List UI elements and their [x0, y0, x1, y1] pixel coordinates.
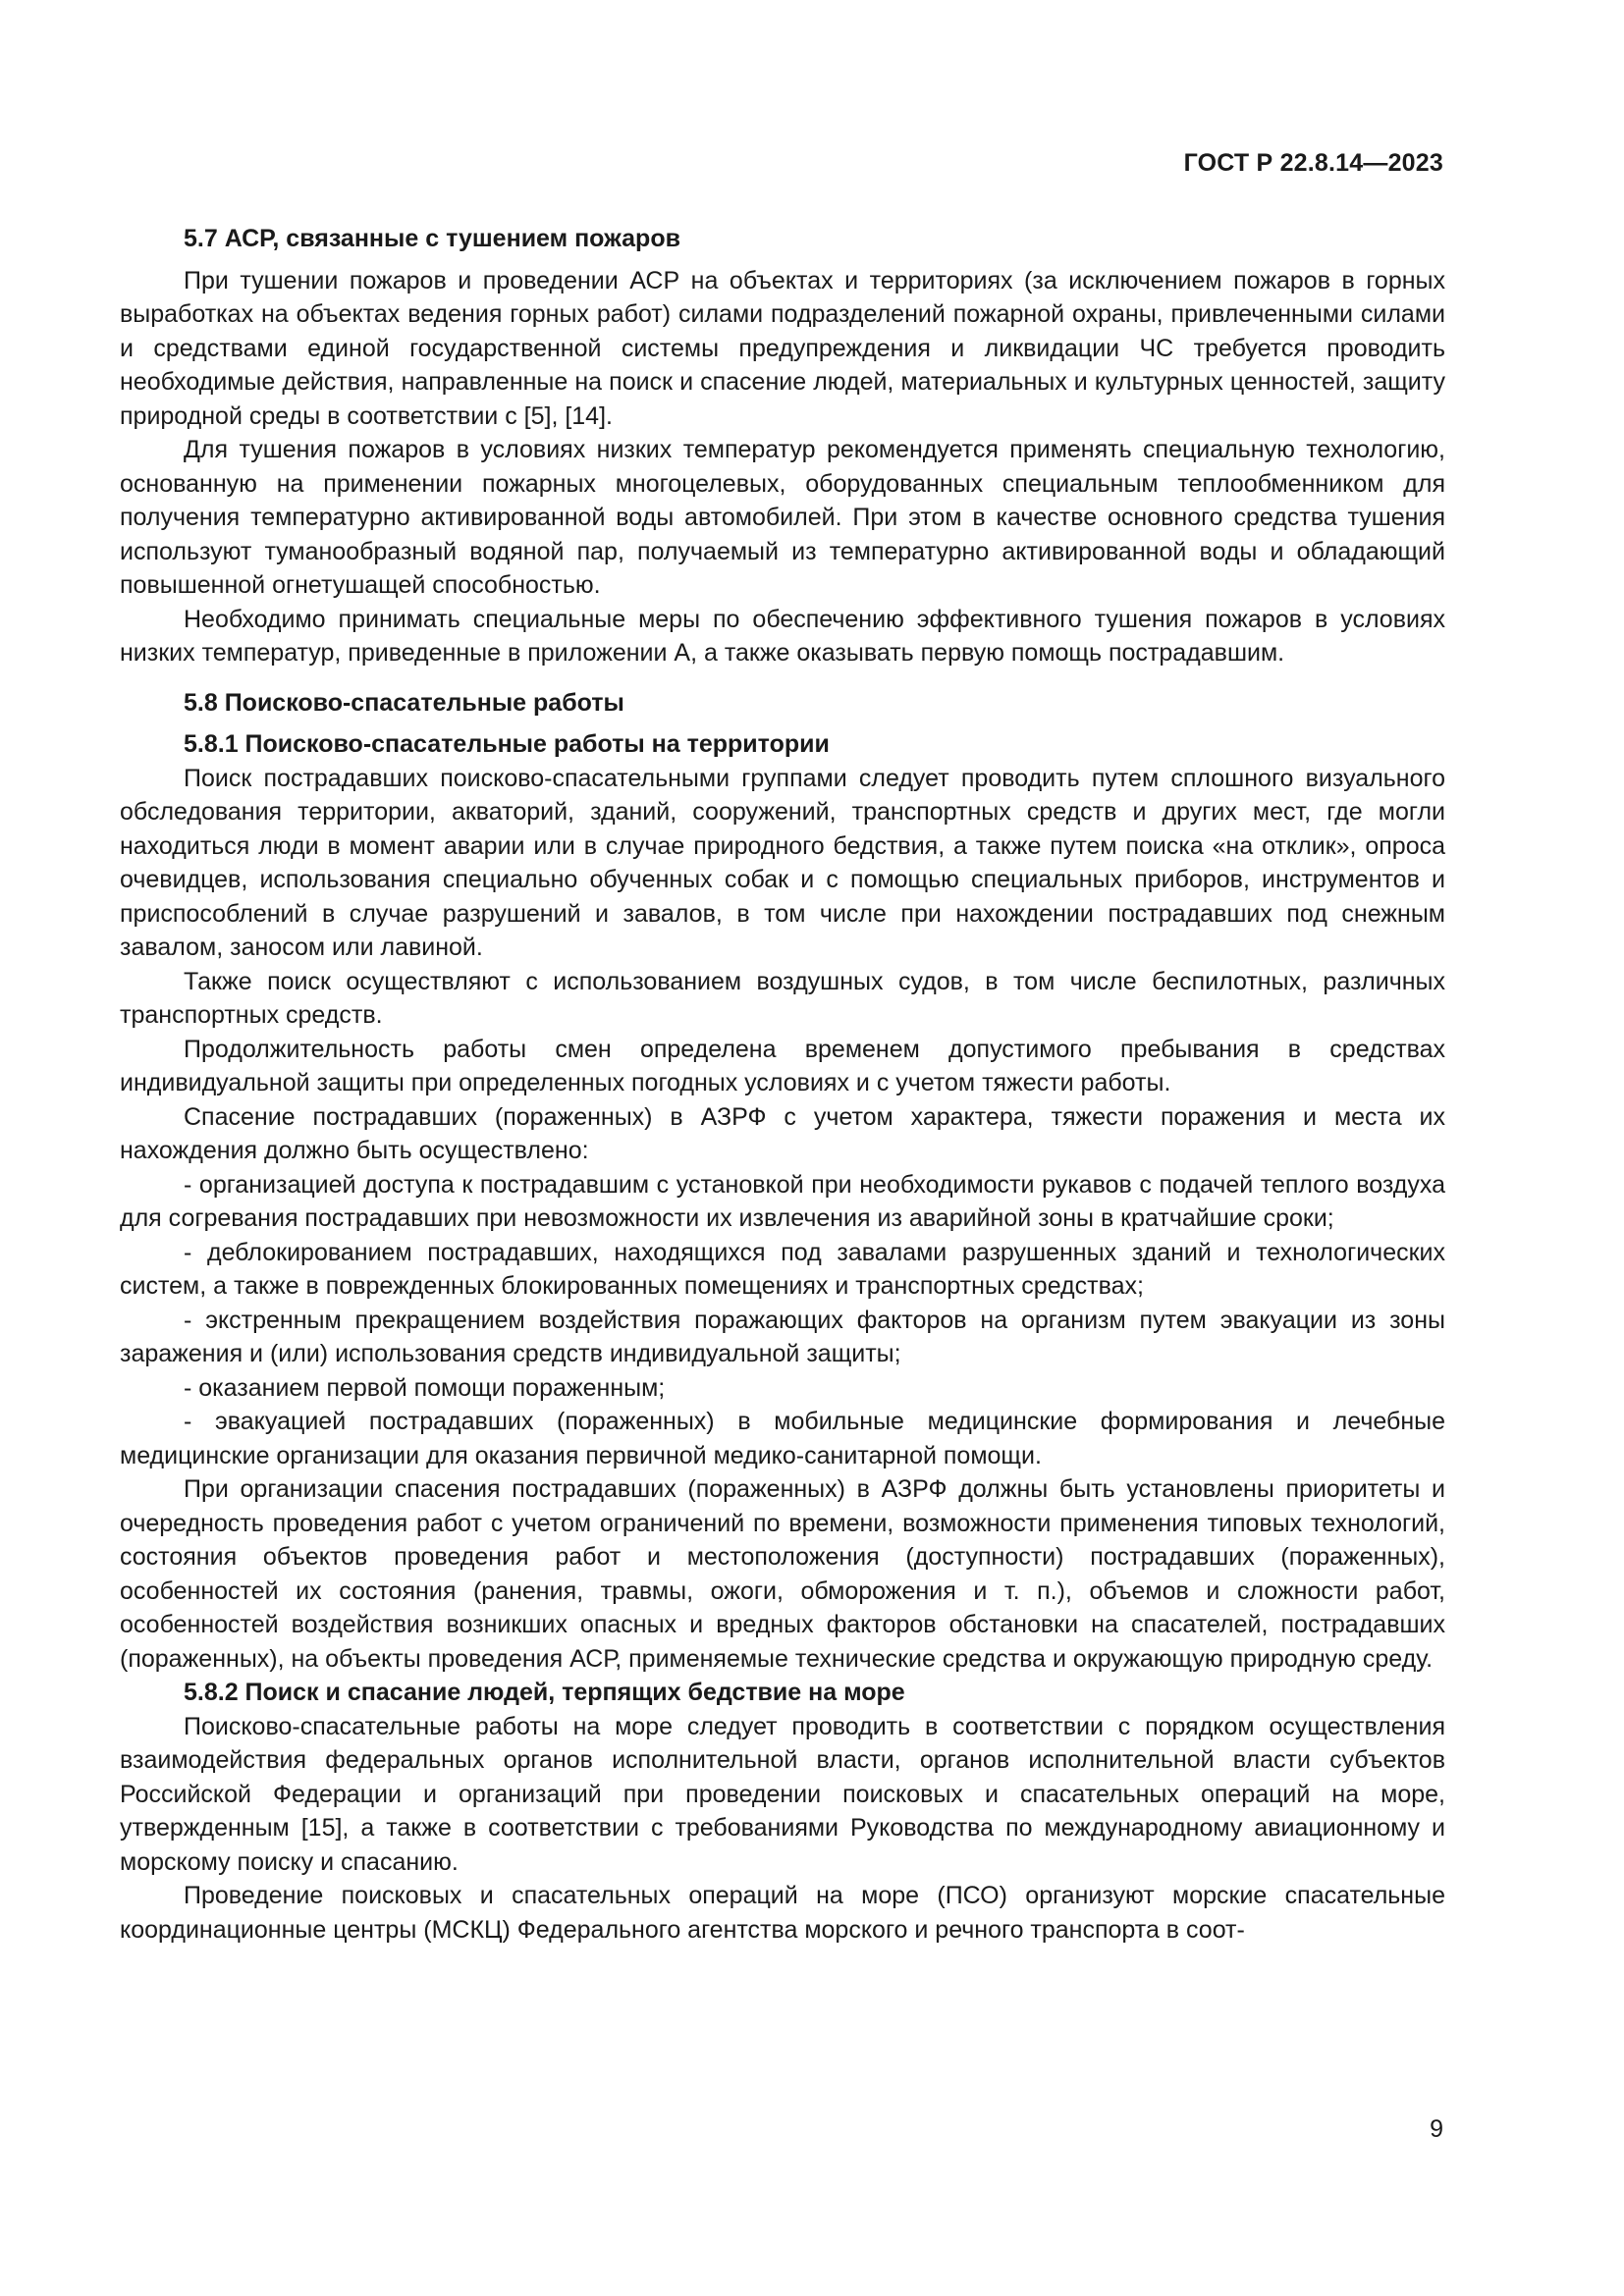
section-heading-5-8-1: 5.8.1 Поисково-спасательные работы на территории	[184, 730, 830, 758]
list-item: - экстренным прекращением воздействия поражающих факторов на организм путем эвакуации из зоны заражения и (или) использования средств индивидуальной защиты;	[120, 1306, 1445, 1367]
page-number: 9	[1430, 2115, 1443, 2143]
document-code: ГОСТ Р 22.8.14—2023	[1183, 149, 1443, 177]
paragraph: Поиск пострадавших поисково-спасательными группами следует проводить путем сплошного визуального обследования территории, акваторий, зданий, сооружений, транспортных средств и других мест, где могли находиться люди в момент аварии или в случае природного бедствия, а также путем поиска «на отклик», опроса очевидцев, использования специально обученных собак и с помощью специальных приборов, инструментов и приспособлений в случае разрушений и завалов, в том числе при нахождении пострадавших под снежным завалом, заносом или лавиной.	[120, 764, 1445, 961]
paragraph: Также поиск осуществляют с использованием воздушных судов, в том числе беспилотных, различных транспортных средств.	[120, 967, 1445, 1029]
paragraph: Проведение поисковых и спасательных операций на море (ПСО) организуют морские спасательные координационные центры (МСКЦ) Федерального агентства морского и речного транспорта в соот-	[120, 1882, 1445, 1944]
paragraph: При организации спасения пострадавших (пораженных) в АЗРФ должны быть установлены приоритеты и очередность проведения работ с учетом ограничений по времени, возможности применения типовых технологий, состояния объектов проведения работ и местоположения (доступности) пострадавших (пораженных), особенностей их состояния (ранения, травмы, ожоги, обморожения и т. п.), объемов и сложности работ, особенностей воздействия возникших опасных и вредных факторов обстановки на спасателей, пострадавших (пораженных), на объекты проведения АСР, применяемые технические средства и окружающую природную среду.	[120, 1475, 1445, 1673]
paragraph: Поисково-спасательные работы на море следует проводить в соответствии с порядком осуществления взаимодействия федеральных органов исполнительной власти, органов исполнительной власти субъектов Российской Федерации и организаций при проведении поисковых и спасательных операций на море, утвержденным [15], а также в соответствии с требованиями Руководства по международному авиационному и морскому поиску и спасанию.	[120, 1712, 1445, 1876]
paragraph: Необходимо принимать специальные меры по обеспечению эффективного тушения пожаров в условиях низких температур, приведенные в приложении А, а также оказывать первую помощь пострадавшим.	[120, 605, 1445, 667]
paragraph: Продолжительность работы смен определена временем допустимого пребывания в средствах индивидуальной защиты при определенных погодных условиях и с учетом тяжести работы.	[120, 1035, 1445, 1096]
section-heading-5-8: 5.8 Поисково-спасательные работы	[184, 688, 624, 717]
list-item: - деблокированием пострадавших, находящихся под завалами разрушенных зданий и технологических систем, а также в поврежденных блокированных помещениях и транспортных средствах;	[120, 1238, 1445, 1300]
section-heading-5-8-2: 5.8.2 Поиск и спасание людей, терпящих бедствие на море	[184, 1679, 905, 1706]
list-item: - организацией доступа к пострадавшим с установкой при необходимости рукавов с подачей теплого воздуха для согревания пострадавших при невозможности их извлечения из аварийной зоны в кратчайшие сроки;	[120, 1170, 1445, 1232]
paragraph: При тушении пожаров и проведении АСР на объектах и территориях (за исключением пожаров в горных выработках на объектах ведения горных работ) силами подразделений пожарной охраны, привлеченными силами и средствами единой государственной системы предупреждения и ликвидации ЧС требуется проводить необходимые действия, направленные на поиск и спасение людей, материальных и культурных ценностей, защиту природной среды в соответствии с [5], [14].	[120, 266, 1445, 430]
list-item: - оказанием первой помощи пораженным;	[184, 1373, 666, 1402]
section-heading-5-7: 5.7 АСР, связанные с тушением пожаров	[184, 225, 680, 252]
document-body	[120, 222, 1445, 1947]
paragraph: Спасение пострадавших (пораженных) в АЗРФ с учетом характера, тяжести поражения и места их нахождения должно быть осуществлено:	[120, 1102, 1445, 1164]
list-item: - эвакуацией пострадавших (пораженных) в мобильные медицинские формирования и лечебные медицинские организации для оказания первичной медико-санитарной помощи.	[120, 1408, 1445, 1469]
paragraph: Для тушения пожаров в условиях низких температур рекомендуется применять специальную технологию, основанную на применении пожарных многоцелевых, оборудованных специальным теплообменником для получения температурно активированной воды автомобилей. При этом в качестве основного средства тушения используют туманообразный водяной пар, получаемый из температурно активированной воды и обладающий повышенной огнетушащей способностью.	[120, 436, 1445, 599]
